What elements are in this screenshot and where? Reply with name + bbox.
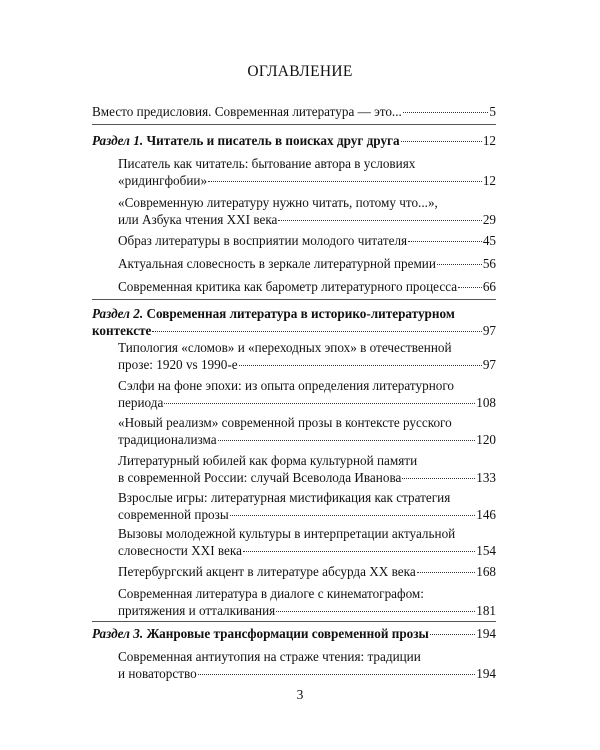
section-prefix: Раздел 2. [92, 306, 144, 321]
divider [92, 621, 496, 622]
section-title-line2: контексте [92, 323, 152, 338]
entry-title-line1: Сэлфи на фоне эпохи: из опыта определения литературного [118, 378, 455, 393]
entry-title-line1: Типология «сломов» и «переходных эпох» в отечественной [118, 340, 452, 355]
entry-page-number: 12 [482, 173, 496, 188]
entry-title-line2: словесности XXI века [118, 543, 242, 558]
toc-entry[interactable] [118, 563, 496, 580]
entry-page-number: 146 [476, 507, 496, 522]
entry-title-line1: Взрослые игры: литературная мистификация как стратегия [118, 490, 451, 505]
page-title: ОГЛАВЛЕНИЕ [247, 63, 353, 80]
toc-entry[interactable] [118, 585, 496, 619]
entry-page-number: 120 [476, 432, 496, 447]
toc-entry[interactable] [118, 414, 496, 448]
dot-leader [278, 220, 481, 221]
entry-title-line2: и новаторство [118, 666, 197, 681]
toc-section-2[interactable] [92, 305, 496, 339]
dot-leader [198, 674, 476, 675]
entry-page-number: 56 [482, 256, 496, 271]
section-title: Читатель и писатель в поисках друг друга [146, 133, 400, 148]
dot-leader [208, 181, 482, 182]
entry-page-number: 133 [476, 470, 496, 485]
toc-section-3[interactable] [92, 625, 496, 642]
entry-title-line1: Писатель как читатель: бытование автора в условиях [118, 156, 416, 171]
entry-title-line2: прозе: 1920 vs 1990-е [118, 357, 238, 372]
entry-title: Образ литературы в восприятии молодого читателя [118, 233, 408, 248]
entry-title-line2: в современной России: случай Всеволода Иванова [118, 470, 402, 485]
dot-leader [401, 141, 482, 142]
entry-page-number: 66 [482, 279, 496, 294]
toc-entry[interactable] [118, 155, 496, 189]
entry-title-line2: или Азбука чтения XXI века [118, 212, 278, 227]
entry-title-line1: «Новый реализм» современной прозы в контексте русского [118, 415, 452, 430]
section-prefix: Раздел 1. [92, 133, 144, 148]
toc-entry[interactable] [118, 452, 496, 486]
entry-title: Актуальная словесность в зеркале литературной премии [118, 256, 436, 271]
entry-title-line1: «Современную литературу нужно читать, потому что...», [118, 195, 438, 210]
toc-entry[interactable] [118, 232, 496, 249]
entry-page-number: 97 [482, 357, 496, 372]
toc-entry[interactable] [118, 339, 496, 373]
toc-entry[interactable] [118, 194, 496, 228]
entry-title: Вместо предисловия. Современная литература — это... [92, 104, 402, 119]
entry-title-line2: притяжения и отталкивания [118, 603, 276, 618]
toc-entry[interactable] [118, 648, 496, 682]
entry-page-number: 168 [476, 564, 496, 579]
entry-page-number: 194 [476, 626, 496, 641]
entry-title-line2: периода [118, 395, 164, 410]
dot-leader [402, 478, 475, 479]
dot-leader [458, 287, 482, 288]
dot-leader [408, 241, 482, 242]
entry-title-line1: Литературный юбилей как форма культурной памяти [118, 453, 418, 468]
section-prefix: Раздел 3. [92, 626, 144, 641]
divider [92, 124, 496, 125]
toc-entry-preface[interactable] [92, 103, 496, 120]
section-title: Жанровые трансформации современной прозы [146, 626, 429, 641]
divider [92, 299, 496, 300]
entry-page-number: 29 [482, 212, 496, 227]
dot-leader [243, 551, 475, 552]
entry-title-line2: «ридингфобии» [118, 173, 208, 188]
entry-page-number: 12 [482, 133, 496, 148]
toc-entry[interactable] [118, 377, 496, 411]
entry-page-number: 45 [482, 233, 496, 248]
dot-leader [164, 403, 475, 404]
dot-leader [230, 515, 476, 516]
entry-title: Петербургский акцент в литературе абсурда XX века [118, 564, 416, 579]
dot-leader [430, 634, 475, 635]
entry-page-number: 154 [476, 543, 496, 558]
entry-page-number: 194 [476, 666, 496, 681]
entry-title: Современная критика как барометр литературного процесса [118, 279, 458, 294]
entry-title-line2: традиционализма [118, 432, 217, 447]
entry-page-number: 97 [482, 323, 496, 338]
page-number: 3 [296, 687, 304, 702]
entry-title-line1: Современная литература в диалоге с кинематографом: [118, 586, 424, 601]
entry-title-line1: Современная антиутопия на страже чтения: традиции [118, 649, 421, 664]
section-title-line1: Современная литература в историко-литературном [146, 306, 455, 321]
entry-page-number: 5 [489, 104, 496, 119]
toc-entry[interactable] [118, 525, 496, 559]
dot-leader [239, 365, 482, 366]
dot-leader [218, 440, 476, 441]
entry-page-number: 181 [476, 603, 496, 618]
toc-entry[interactable] [118, 489, 496, 523]
dot-leader [276, 611, 475, 612]
toc-entry[interactable] [118, 255, 496, 272]
entry-page-number: 108 [476, 395, 496, 410]
toc-entry[interactable] [118, 278, 496, 295]
dot-leader [437, 264, 482, 265]
dot-leader [417, 572, 476, 573]
toc-section-1[interactable] [92, 132, 496, 149]
dot-leader [403, 112, 489, 113]
entry-title-line2: современной прозы [118, 507, 229, 522]
entry-title-line1: Вызовы молодежной культуры в интерпретации актуальной [118, 526, 456, 541]
dot-leader [152, 331, 481, 332]
